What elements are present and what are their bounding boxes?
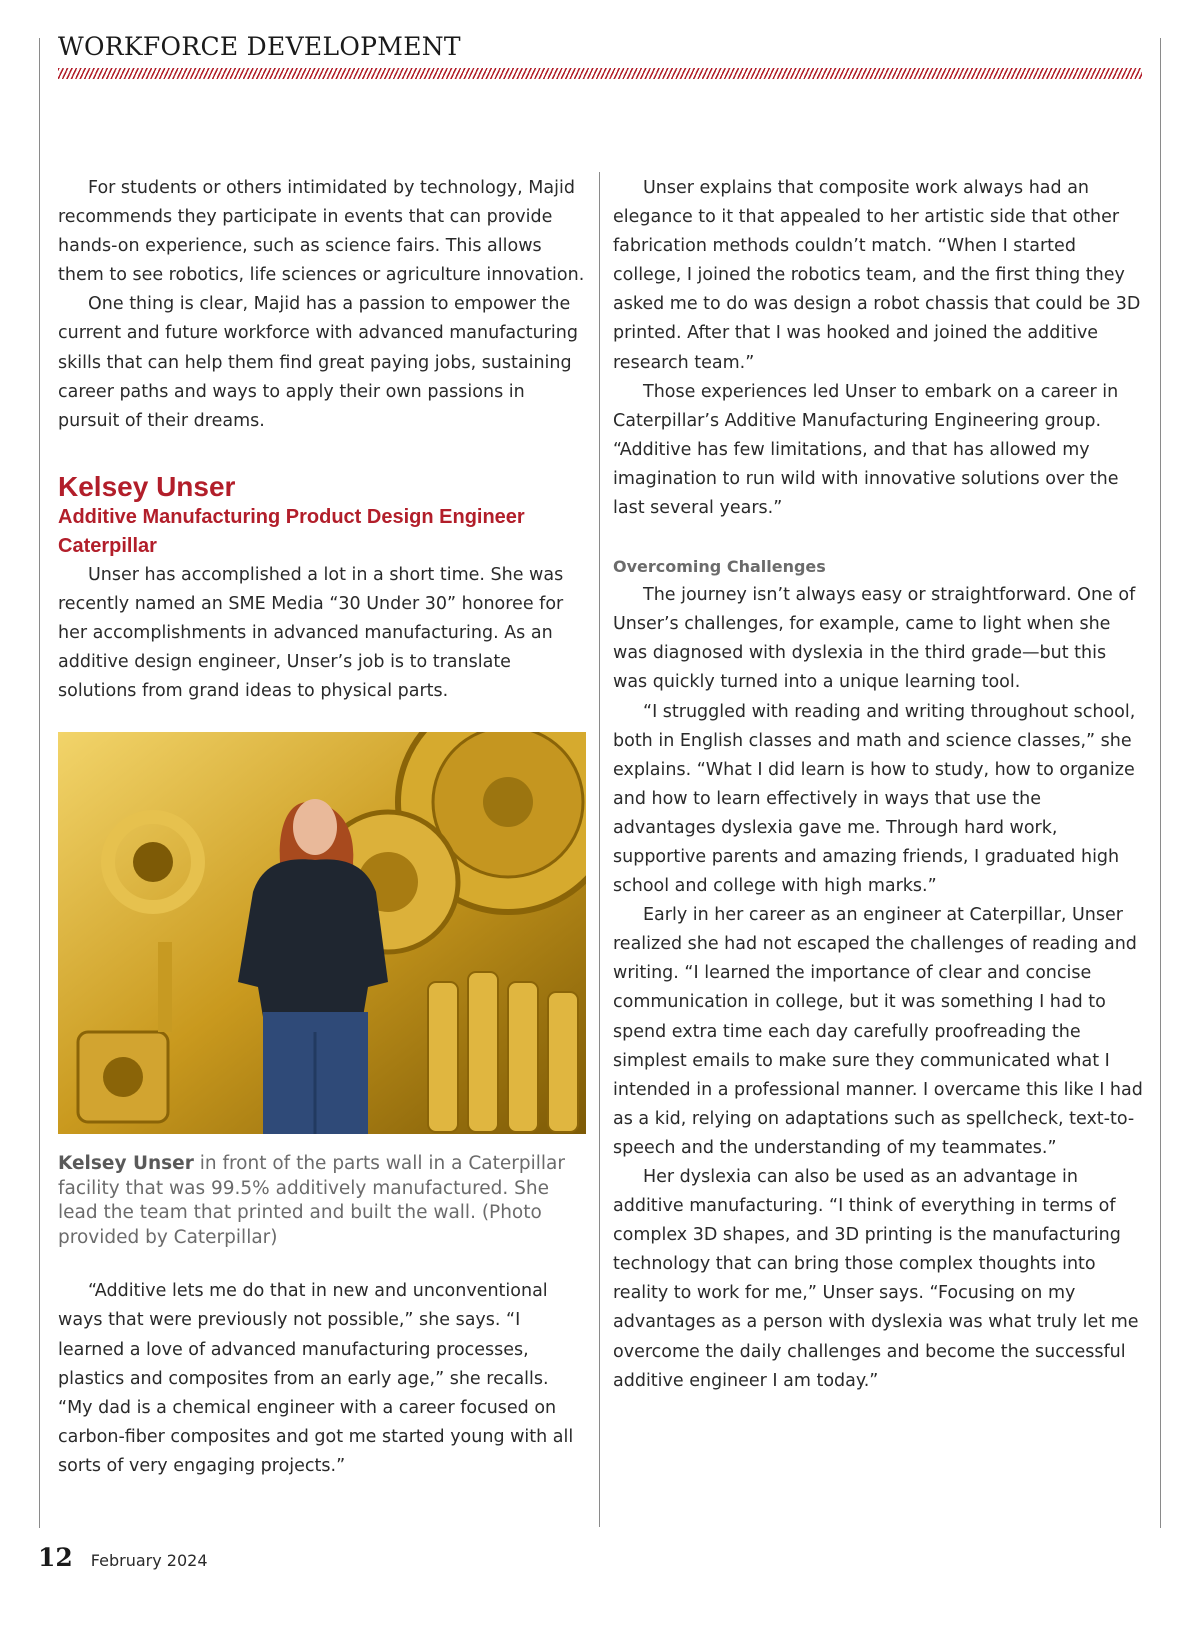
body-paragraph: The journey isn’t always easy or straightforward. One of Unser’s challenges, for example, came to light when she was diagnosed with dyslexia in the third grade—but this was quickly turned into a unique learning tool. bbox=[613, 585, 1136, 693]
caption-name: Kelsey Unser bbox=[58, 1153, 194, 1175]
caption-text: in front of the parts wall in a Caterpillar facility that was 99.5% additively manufactured. She lead the team that printed and built the wall. (Photo provided by Caterpillar) bbox=[58, 1153, 565, 1248]
subheading: Overcoming Challenges bbox=[613, 557, 826, 577]
profile-company-heading: Caterpillar bbox=[58, 534, 157, 557]
header-hatch-bar bbox=[58, 68, 1142, 79]
photo-caption bbox=[58, 1152, 586, 1250]
right-column bbox=[613, 174, 1143, 1396]
body-paragraph: Unser has accomplished a lot in a short time. She was recently named an SME Media “30 Under 30” honoree for her accomplishments in advanced manufacturing. As an additive design engineer, Unser’s job is to translate solutions from grand ideas to physical parts. bbox=[58, 564, 564, 702]
body-paragraph: “I struggled with reading and writing throughout school, both in English classes and math and science classes,” she explains. “What I did learn is how to study, how to organize and how to learn effectively in ways that use the advantages dyslexia gave me. Through hard work, supportive parents and amazing friends, I graduated high school and college with high marks.” bbox=[613, 701, 1136, 897]
page-number: 12 bbox=[38, 1543, 73, 1572]
body-paragraph: Those experiences led Unser to embark on a career in Caterpillar’s Additive Manufacturing Engineering group. “Additive has few limitations, and that has allowed my imagination to run wild with innovative solutions over the last several years.” bbox=[613, 381, 1119, 519]
body-paragraph: For students or others intimidated by technology, Majid recommends they participate in events that can provide hands-on experience, such as science fairs. This allows them to see robotics, life sciences or agriculture innovation. bbox=[58, 178, 585, 286]
profile-name-heading: Kelsey Unser bbox=[58, 470, 236, 502]
left-border-rule bbox=[39, 38, 40, 1528]
column-divider bbox=[599, 172, 600, 1527]
body-paragraph: One thing is clear, Majid has a passion to empower the current and future workforce with advanced manufacturing skills that can help them find great paying jobs, sustaining career paths and ways to apply their own passions in pursuit of their dreams. bbox=[58, 294, 578, 431]
page-footer bbox=[38, 1543, 208, 1572]
parts-wall-illustration bbox=[58, 732, 586, 1134]
body-paragraph: Unser explains that composite work always had an elegance to it that appealed to her artistic side that other fabrication methods couldn’t match. “When I started college, I joined the robotics team, and the first thing they asked me to do was design a robot chassis that could be 3D printed. After that I was hooked and joined the additive research team.” bbox=[613, 178, 1141, 373]
section-header: WORKFORCE DEVELOPMENT bbox=[58, 32, 461, 61]
body-paragraph: Her dyslexia can also be used as an advantage in additive manufacturing. “I think of everything in terms of complex 3D shapes, and 3D printing is the manufacturing technology that can bring those complex thoughts into reality to work for me,” Unser says. “Focusing on my advantages as a person with dyslexia was what truly let me overcome the daily challenges and become the successful additive engineer I am today.” bbox=[613, 1167, 1139, 1391]
left-column bbox=[58, 174, 586, 1481]
issue-date: February 2024 bbox=[90, 1551, 208, 1570]
body-paragraph: Early in her career as an engineer at Caterpillar, Unser realized she had not escaped the challenges of reading and writing. “I learned the importance of clear and concise communication in college, but it was something I had to spend extra time each day carefully proofreading the simplest emails to make sure they communicated what I intended in a professional manner. I overcame this like I had as a kid, relying on adaptations such as spellcheck, text-to-speech and the understanding of my teammates.” bbox=[613, 905, 1143, 1158]
body-paragraph: “Additive lets me do that in new and unconventional ways that were previously not possible,” she says. “I learned a love of advanced manufacturing processes, plastics and composites from an early age,” she recalls. “My dad is a chemical engineer with a career focused on carbon-fiber composites and got me started young with all sorts of very engaging projects.” bbox=[58, 1281, 574, 1476]
right-border-rule bbox=[1160, 38, 1161, 1528]
profile-photo bbox=[58, 732, 586, 1134]
profile-role-heading: Additive Manufacturing Product Design Engineer bbox=[58, 505, 525, 528]
